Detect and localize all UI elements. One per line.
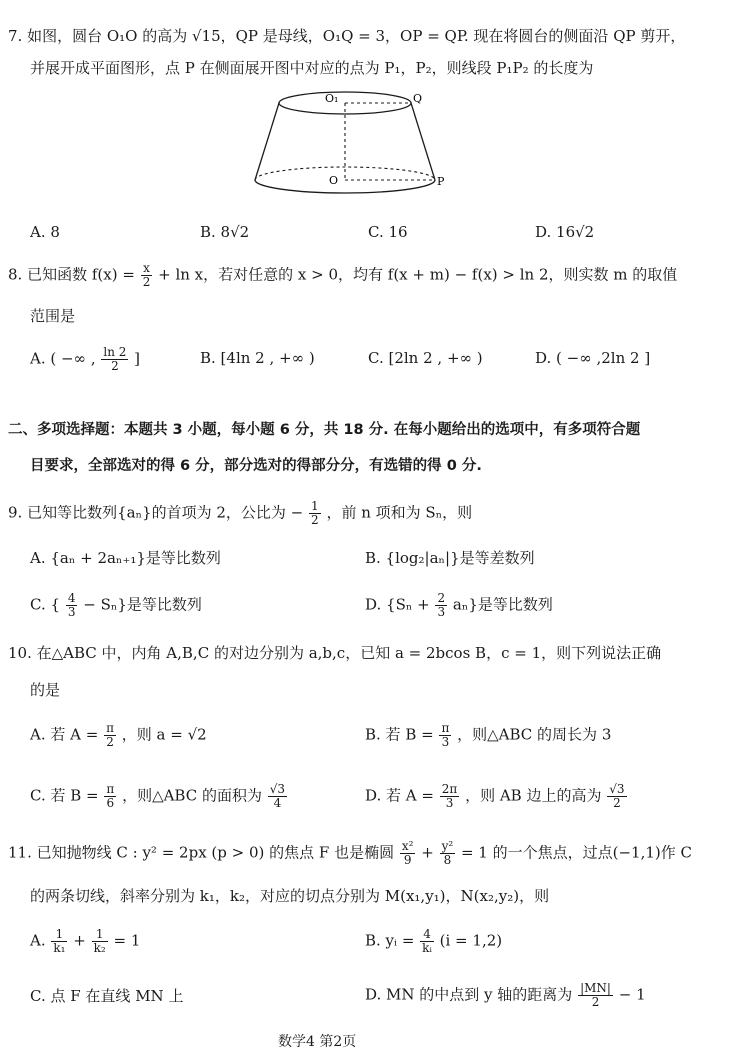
q7-line1: 7. 如图，圆台 O₁O 的高为 √15，QP 是母线，O₁Q = 3，OP = QP. 现在将圆台的侧面沿 QP 剪开，	[8, 27, 686, 45]
q9-option-b: B. {log₂|aₙ|}是等差数列	[365, 549, 535, 567]
q9-option-c: C. { $\frac{4}{3}$ − Sₙ}是等比数列	[30, 591, 202, 619]
q11-option-d: D. MN 的中点到 y 轴的距离为 $\frac{|MN|}{2}$ − 1	[365, 981, 646, 1009]
q11-line2: 的两条切线，斜率分别为 k₁，k₂，对应的切点分别为 M(x₁,y₁)，N(x₂,y₂)，则	[30, 887, 550, 905]
label-o1: O₁	[325, 92, 339, 105]
q8-option-c: C. [2ln 2 , +∞ )	[368, 349, 483, 367]
q7-option-d: D. 16√2	[535, 223, 595, 241]
q8-option-a: A. ( −∞ , $\frac{\ln 2}{2}$ ]	[30, 345, 141, 373]
q10-option-d: D. 若 A = $\frac{2\pi}{3}$ ，则 AB 边上的高为 $\frac{√3}{2}$	[365, 782, 625, 810]
q9-option-d: D. {Sₙ + $\frac{2}{3}$ aₙ}是等比数列	[365, 591, 553, 619]
q11-option-a: A. $\frac{1}{\text{k₁}}$ + $\frac{1}{\text{k₂}}$ = 1	[30, 927, 141, 955]
q8-text-a: 8. 已知函数 f(x) =	[8, 265, 135, 284]
q7-option-c: C. 16	[368, 223, 408, 241]
q9-line1: 9. 已知等比数列{aₙ}的首项为 2，公比为 − $\frac{1}{2}$ ，前 n 项和为 Sₙ，则	[8, 499, 473, 527]
q9-option-a: A. {aₙ + 2aₙ₊₁}是等比数列	[30, 549, 221, 567]
q10-option-c: C. 若 B = $\frac{\pi}{6}$ ，则△ABC 的面积为 $\frac{√3}{4}$	[30, 782, 286, 810]
q7-option-a: A. 8	[30, 223, 60, 241]
q11-option-c: C. 点 F 在直线 MN 上	[30, 987, 184, 1005]
q10-option-a: A. 若 A = $\frac{\pi}{2}$ ，则 a = √2	[30, 721, 207, 749]
q8-line1	[8, 262, 677, 289]
q11-option-b: B. yᵢ = $\frac{4}{\text{kᵢ}}$ (i = 1,2)	[365, 927, 503, 955]
q7-line2: 并展开成平面图形，点 P 在侧面展开图中对应的点为 P₁，P₂，则线段 P₁P₂ 的长度为	[30, 59, 594, 77]
section2-line2: 目要求，全部选对的得 6 分，部分选对的得部分分，有选错的得 0 分.	[30, 458, 482, 474]
label-p: P	[437, 175, 445, 188]
section2-line1: 二、多项选择题：本题共 3 小题，每小题 6 分，共 18 分. 在每小题给出的选项中，有多项符合题	[8, 422, 641, 438]
label-o: O	[329, 174, 339, 187]
q11-line1: 11. 已知抛物线 C : y² = 2px (p > 0) 的焦点 F 也是椭圆 $\frac{\text{x²}}{9}$ + $\frac{\text{y²}}{8}$ = 1 的一个焦点，过点(−1,1)作 C	[8, 839, 692, 867]
q8-fraction: $\frac{x}{2}$	[142, 261, 151, 289]
q8-text-b: + ln x，若对任意的 x > 0，均有 f(x + m) − f(x) > ln 2，则实数 m 的取值	[158, 265, 678, 284]
page-footer: 数学4 第2页	[278, 1034, 357, 1050]
q8-line2: 范围是	[30, 307, 76, 325]
frustum-figure	[245, 88, 445, 203]
label-q: Q	[413, 92, 423, 105]
q8-option-b: B. [4ln 2 , +∞ )	[200, 349, 315, 367]
q7-option-b: B. 8√2	[200, 223, 250, 241]
q10-line2: 的是	[30, 681, 61, 699]
q10-option-b: B. 若 B = $\frac{\pi}{3}$ ，则△ABC 的周长为 3	[365, 721, 612, 749]
q10-line1: 10. 在△ABC 中，内角 A,B,C 的对边分别为 a,b,c，已知 a = 2bcos B，c = 1，则下列说法正确	[8, 644, 662, 662]
q8-option-d: D. ( −∞ ,2ln 2 ]	[535, 349, 651, 367]
